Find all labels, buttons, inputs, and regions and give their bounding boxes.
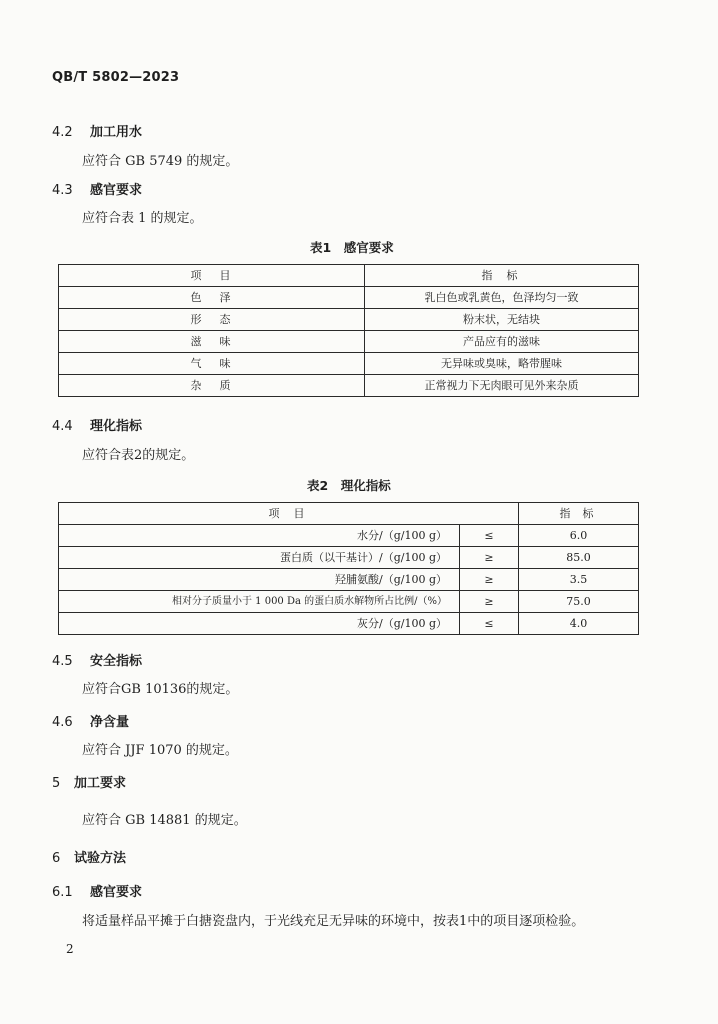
comparison-symbol: ≥ [460,591,519,613]
section-heading-4-3 [52,179,142,198]
table-row [59,569,639,591]
table-sensory-requirements [58,264,639,397]
column-header-index: 指标 [519,503,639,525]
column-header-item: 项目 [59,503,519,525]
table-row [59,525,639,547]
item-cell: 水分/（g/100 g） [59,525,460,547]
section-heading-4-2 [52,121,142,140]
comparison-symbol: ≤ [460,613,519,635]
column-header-item: 项目 [59,265,365,287]
section-heading-4-5 [52,650,142,669]
value-cell: 85.0 [519,547,639,569]
table-row [59,287,639,309]
value-cell: 6.0 [519,525,639,547]
item-cell: 杂质 [59,375,365,397]
section-title: 理化指标 [90,419,143,434]
item-cell: 羟脯氨酸/（g/100 g） [59,569,460,591]
value-cell: 3.5 [519,569,639,591]
value-cell: 正常视力下无肉眼可见外来杂质 [365,375,639,397]
value-cell: 4.0 [519,613,639,635]
section-heading-6 [52,847,126,866]
item-cell: 气味 [59,353,365,375]
value-cell: 产品应有的滋味 [365,331,639,353]
section-heading-6-1 [52,881,142,900]
table-row [59,309,639,331]
standard-number: QB/T 5802—2023 [52,70,180,85]
table-row [59,547,639,569]
table-physicochemical-indicators [58,502,639,635]
table2-caption: 表2 理化指标 [307,478,391,493]
section-title: 加工要求 [74,776,127,791]
value-cell: 75.0 [519,591,639,613]
column-header-index: 指标 [365,265,639,287]
comparison-symbol: ≥ [460,547,519,569]
section-number: 4.3 [52,183,73,198]
paragraph: 应符合表 1 的规定。 [82,211,203,226]
table-header-row [59,265,639,287]
table-row [59,331,639,353]
table-row [59,375,639,397]
value-cell: 乳白色或乳黄色，色泽均匀一致 [365,287,639,309]
table-row [59,591,639,613]
table1-caption: 表1 感官要求 [310,240,394,255]
table-row [59,613,639,635]
section-number: 6 [52,851,61,866]
value-cell: 无异味或臭味，略带腥味 [365,353,639,375]
paragraph: 应符合GB 10136的规定。 [82,682,239,697]
section-title: 加工用水 [90,125,143,140]
section-title: 试验方法 [74,851,127,866]
section-number: 4.5 [52,654,73,669]
section-number: 4.6 [52,715,73,730]
item-cell: 蛋白质（以干基计）/（g/100 g） [59,547,460,569]
section-heading-5 [52,772,126,791]
comparison-symbol: ≥ [460,569,519,591]
section-title: 感官要求 [90,885,143,900]
comparison-symbol: ≤ [460,525,519,547]
page-number: 2 [66,942,74,956]
item-cell: 色泽 [59,287,365,309]
item-cell: 灰分/（g/100 g） [59,613,460,635]
section-number: 4.4 [52,419,73,434]
section-title: 感官要求 [90,183,143,198]
paragraph: 应符合 GB 14881 的规定。 [82,813,247,828]
paragraph: 将适量样品平摊于白搪瓷盘内，于光线充足无异味的环境中，按表1中的项目逐项检验。 [82,914,585,929]
paragraph: 应符合 GB 5749 的规定。 [82,154,239,169]
paragraph: 应符合表2的规定。 [82,448,195,463]
paragraph: 应符合 JJF 1070 的规定。 [82,743,238,758]
section-title: 净含量 [90,715,130,730]
table-row [59,353,639,375]
section-title: 安全指标 [90,654,143,669]
value-cell: 粉末状，无结块 [365,309,639,331]
item-cell: 形态 [59,309,365,331]
section-number: 6.1 [52,885,73,900]
section-number: 4.2 [52,125,73,140]
section-heading-4-4 [52,415,142,434]
section-heading-4-6 [52,711,129,730]
item-cell: 相对分子质量小于 1 000 Da 的蛋白质水解物所占比例/（%） [59,591,460,613]
table-header-row [59,503,639,525]
item-cell: 滋味 [59,331,365,353]
section-number: 5 [52,776,61,791]
